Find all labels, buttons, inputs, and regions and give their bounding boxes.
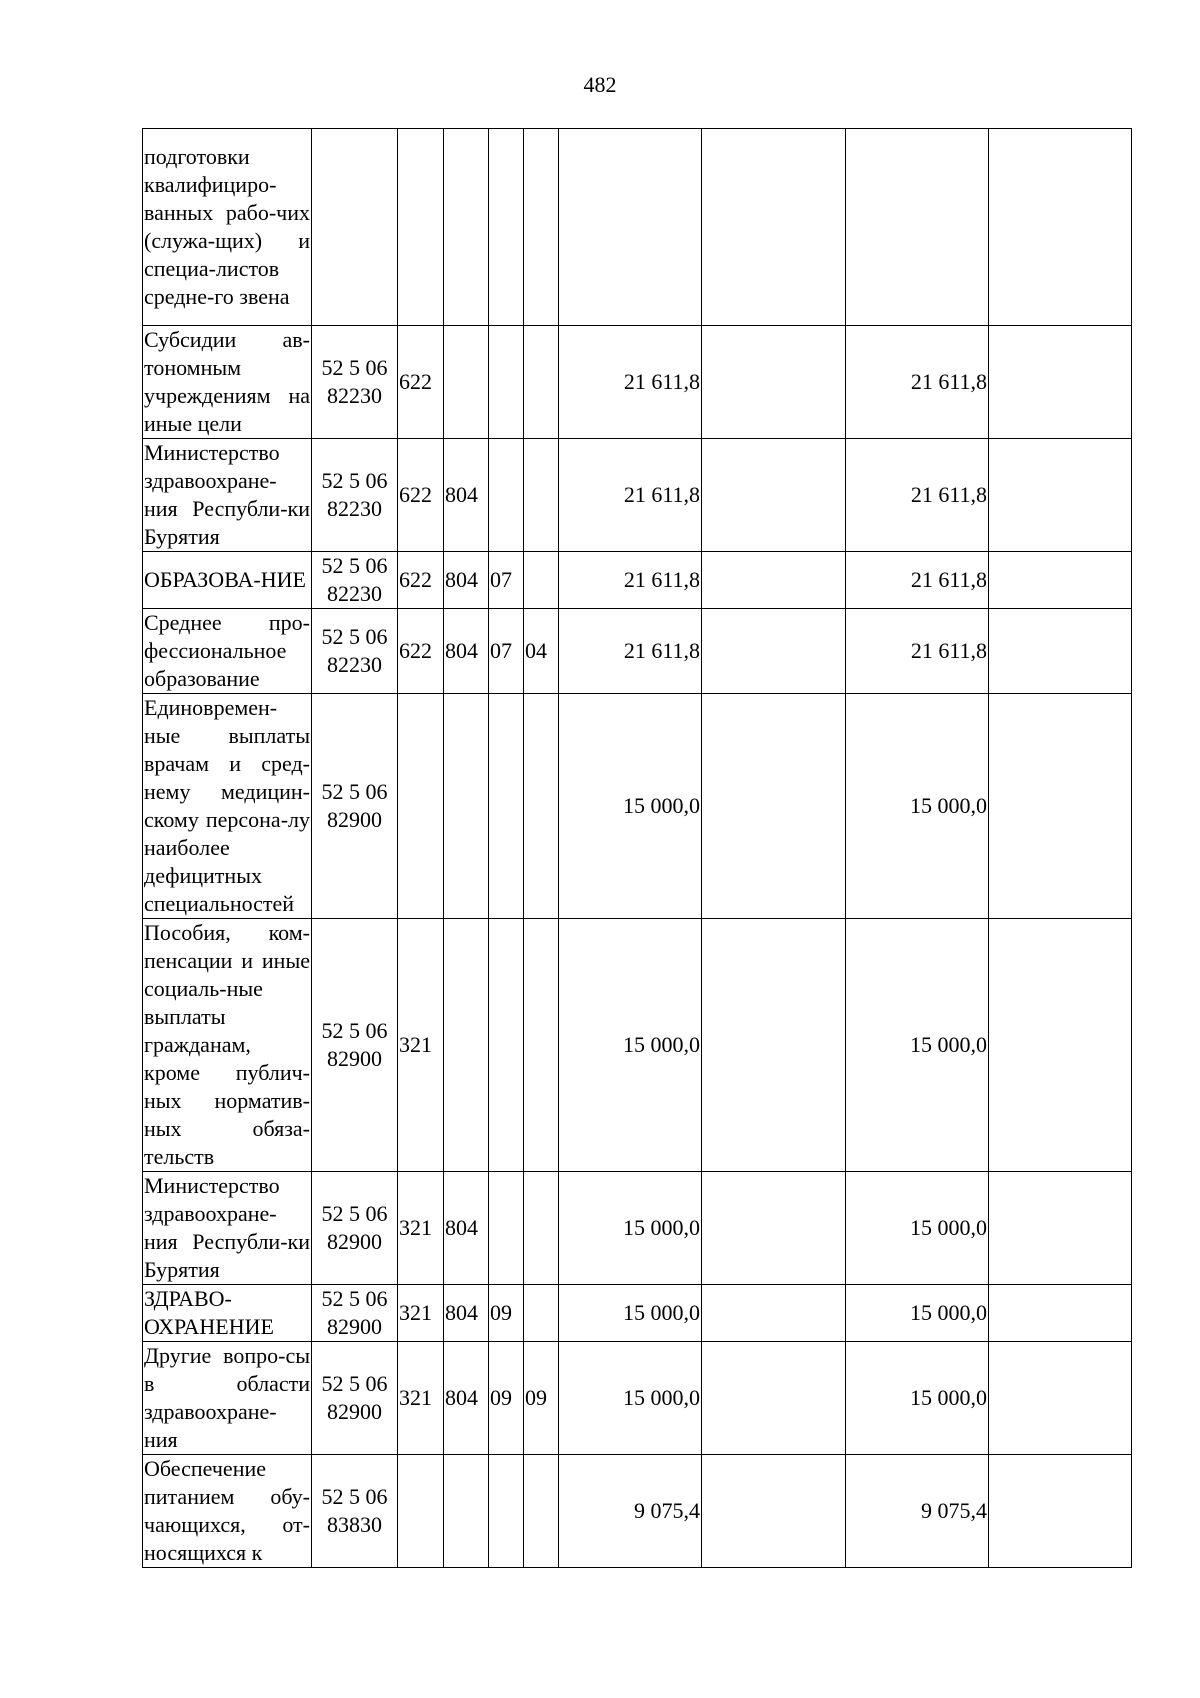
target-article-code-part2: 82900 [327, 1046, 382, 1071]
expense-type-code-cell [398, 694, 444, 919]
subsection-code-cell [524, 1285, 559, 1342]
amount-cell-2 [702, 919, 846, 1172]
amount-cell-1: 9 075,4 [559, 1455, 702, 1568]
table-body [143, 129, 1132, 1568]
amount-cell-1: 15 000,0 [559, 919, 702, 1172]
row-name-cell: подготовки квалифициро-ванных рабо-чих (служа-щих) и специа-листов средне-го звена [143, 129, 312, 326]
target-article-code-part2: 82900 [327, 1314, 382, 1339]
table-row [143, 1342, 1132, 1455]
amount-cell-4 [989, 552, 1132, 609]
table-row [143, 919, 1132, 1172]
subsection-code-cell [524, 326, 559, 439]
section-code-cell [489, 326, 524, 439]
amount-cell-2 [702, 1285, 846, 1342]
section-code-cell [489, 919, 524, 1172]
subsection-code-cell [524, 694, 559, 919]
row-name-cell: Пособия, ком-пенсации и иные социаль-ные выплаты гражданам, кроме публич-ных норматив-ных обяза-тельств [143, 919, 312, 1172]
target-article-code-cell [312, 919, 398, 1172]
table-row [143, 609, 1132, 694]
table-row [143, 326, 1132, 439]
row-name-cell: ЗДРАВО-ОХРАНЕНИЕ [143, 1285, 312, 1342]
target-article-code-part2: 83830 [327, 1512, 382, 1537]
target-article-code-part1: 52 5 06 [321, 355, 388, 380]
subsection-code-cell [524, 552, 559, 609]
target-article-code-part1: 52 5 06 [321, 1201, 388, 1226]
row-name-cell: Другие вопро-сы в области здравоохране-ния [143, 1342, 312, 1455]
table-row [143, 694, 1132, 919]
target-article-code-part2: 82900 [327, 1229, 382, 1254]
amount-cell-2 [702, 129, 846, 326]
amount-cell-3: 21 611,8 [846, 439, 989, 552]
amount-cell-2 [702, 694, 846, 919]
amount-cell-3: 15 000,0 [846, 1172, 989, 1285]
section-code-cell: 09 [489, 1285, 524, 1342]
section-code-cell [489, 694, 524, 919]
subsection-code-cell: 09 [524, 1342, 559, 1455]
expense-type-code-cell: 622 [398, 439, 444, 552]
amount-cell-4 [989, 694, 1132, 919]
section-code-cell [489, 439, 524, 552]
budget-table [142, 128, 1132, 1568]
row-name-cell: Министерство здравоохране-ния Республи-ки Бурятия [143, 439, 312, 552]
administrator-code-cell: 804 [444, 1285, 489, 1342]
amount-cell-2 [702, 1455, 846, 1568]
administrator-code-cell: 804 [444, 439, 489, 552]
target-article-code-cell [312, 1455, 398, 1568]
expense-type-code-cell: 622 [398, 609, 444, 694]
section-code-cell: 07 [489, 609, 524, 694]
target-article-code-cell [312, 439, 398, 552]
amount-cell-1: 15 000,0 [559, 1172, 702, 1285]
target-article-code-part2: 82230 [327, 581, 382, 606]
amount-cell-2 [702, 439, 846, 552]
amount-cell-2 [702, 1342, 846, 1455]
amount-cell-2 [702, 326, 846, 439]
administrator-code-cell [444, 919, 489, 1172]
subsection-code-cell [524, 1455, 559, 1568]
row-name-cell: Министерство здравоохране-ния Республи-ки Бурятия [143, 1172, 312, 1285]
section-code-cell [489, 1455, 524, 1568]
amount-cell-2 [702, 609, 846, 694]
amount-cell-3: 15 000,0 [846, 1285, 989, 1342]
table-row [143, 129, 1132, 326]
table-row [143, 1172, 1132, 1285]
amount-cell-1: 21 611,8 [559, 552, 702, 609]
target-article-code-part2: 82230 [327, 383, 382, 408]
expense-type-code-cell: 622 [398, 552, 444, 609]
row-name-cell: ОБРАЗОВА-НИЕ [143, 552, 312, 609]
amount-cell-2 [702, 1172, 846, 1285]
administrator-code-cell [444, 326, 489, 439]
amount-cell-4 [989, 439, 1132, 552]
target-article-code-part1: 52 5 06 [321, 468, 388, 493]
subsection-code-cell [524, 919, 559, 1172]
table-row [143, 439, 1132, 552]
amount-cell-4 [989, 1172, 1132, 1285]
amount-cell-4 [989, 609, 1132, 694]
amount-cell-3: 15 000,0 [846, 694, 989, 919]
target-article-code-part2: 82900 [327, 807, 382, 832]
section-code-cell [489, 129, 524, 326]
target-article-code-cell [312, 129, 398, 326]
table-row [143, 552, 1132, 609]
section-code-cell [489, 1172, 524, 1285]
amount-cell-1 [559, 129, 702, 326]
administrator-code-cell [444, 694, 489, 919]
target-article-code-part1: 52 5 06 [321, 1018, 388, 1043]
amount-cell-1: 15 000,0 [559, 1342, 702, 1455]
administrator-code-cell [444, 1455, 489, 1568]
target-article-code-part2: 82900 [327, 1399, 382, 1424]
target-article-code-part1: 52 5 06 [321, 553, 388, 578]
amount-cell-1: 21 611,8 [559, 439, 702, 552]
table-row [143, 1285, 1132, 1342]
amount-cell-1: 21 611,8 [559, 609, 702, 694]
expense-type-code-cell: 321 [398, 1172, 444, 1285]
amount-cell-3: 15 000,0 [846, 919, 989, 1172]
row-name-cell: Обеспечение питанием обу-чающихся, от-носящихся к [143, 1455, 312, 1568]
expense-type-code-cell: 622 [398, 326, 444, 439]
amount-cell-4 [989, 919, 1132, 1172]
page-number: 482 [583, 72, 617, 97]
amount-cell-4 [989, 326, 1132, 439]
expense-type-code-cell: 321 [398, 1342, 444, 1455]
target-article-code-cell [312, 1342, 398, 1455]
row-name-cell: Среднее про-фессиональное образование [143, 609, 312, 694]
administrator-code-cell: 804 [444, 1342, 489, 1455]
target-article-code-cell [312, 1285, 398, 1342]
target-article-code-cell [312, 326, 398, 439]
target-article-code-cell [312, 552, 398, 609]
administrator-code-cell [444, 129, 489, 326]
expense-type-code-cell [398, 1455, 444, 1568]
amount-cell-3: 21 611,8 [846, 326, 989, 439]
subsection-code-cell: 04 [524, 609, 559, 694]
amount-cell-4 [989, 1285, 1132, 1342]
administrator-code-cell: 804 [444, 609, 489, 694]
target-article-code-part1: 52 5 06 [321, 1484, 388, 1509]
administrator-code-cell: 804 [444, 1172, 489, 1285]
target-article-code-part1: 52 5 06 [321, 624, 388, 649]
target-article-code-cell [312, 1172, 398, 1285]
expense-type-code-cell [398, 129, 444, 326]
amount-cell-1: 15 000,0 [559, 1285, 702, 1342]
expense-type-code-cell: 321 [398, 919, 444, 1172]
subsection-code-cell [524, 439, 559, 552]
amount-cell-4 [989, 129, 1132, 326]
target-article-code-part2: 82230 [327, 496, 382, 521]
subsection-code-cell [524, 129, 559, 326]
target-article-code-cell [312, 694, 398, 919]
amount-cell-1: 21 611,8 [559, 326, 702, 439]
amount-cell-2 [702, 552, 846, 609]
target-article-code-part1: 52 5 06 [321, 1286, 388, 1311]
section-code-cell: 07 [489, 552, 524, 609]
expense-type-code-cell: 321 [398, 1285, 444, 1342]
table-row [143, 1455, 1132, 1568]
amount-cell-3: 21 611,8 [846, 552, 989, 609]
amount-cell-4 [989, 1342, 1132, 1455]
target-article-code-part1: 52 5 06 [321, 1371, 388, 1396]
target-article-code-part1: 52 5 06 [321, 779, 388, 804]
amount-cell-3: 9 075,4 [846, 1455, 989, 1568]
row-name-cell: Субсидии ав-тономным учреждениям на иные цели [143, 326, 312, 439]
target-article-code-cell [312, 609, 398, 694]
amount-cell-1: 15 000,0 [559, 694, 702, 919]
amount-cell-3: 21 611,8 [846, 609, 989, 694]
target-article-code-part2: 82230 [327, 652, 382, 677]
subsection-code-cell [524, 1172, 559, 1285]
section-code-cell: 09 [489, 1342, 524, 1455]
amount-cell-3 [846, 129, 989, 326]
administrator-code-cell: 804 [444, 552, 489, 609]
row-name-cell: Единовремен-ные выплаты врачам и сред-нему медицин-скому персона-лу наиболее дефицитных специальностей [143, 694, 312, 919]
amount-cell-4 [989, 1455, 1132, 1568]
amount-cell-3: 15 000,0 [846, 1342, 989, 1455]
